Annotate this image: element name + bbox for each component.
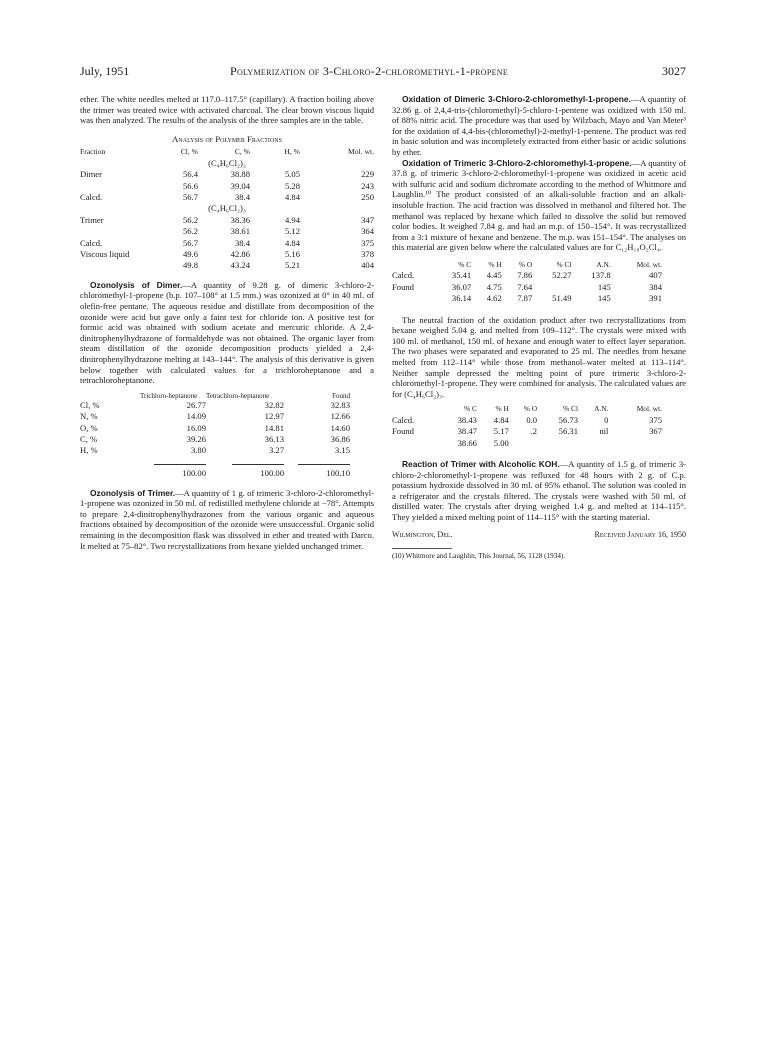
address-line: [392, 530, 686, 542]
polymer-analysis-table: [80, 146, 374, 271]
table-row: [80, 400, 350, 411]
table-cell: 12.97: [264, 411, 284, 422]
table-cell: 229: [361, 169, 374, 180]
table-cell: [509, 438, 537, 449]
table-cell: 5.17: [493, 426, 509, 437]
oxidation-dimer-paragraph: [392, 94, 686, 158]
col-header: [392, 403, 436, 414]
table-row: [80, 192, 374, 203]
table-cell: 39.04: [230, 180, 250, 191]
table-cell: 7.86: [517, 270, 533, 281]
table-row: [80, 215, 374, 226]
col-header: [392, 259, 432, 270]
received-date: Received January 16, 1950: [594, 530, 686, 540]
table-cell: 56.73: [558, 414, 579, 425]
table-cell: 378: [361, 249, 374, 260]
col-header: Found: [332, 391, 350, 400]
table-row: [392, 282, 662, 293]
col-header: % O: [518, 259, 533, 269]
dimer-formula: (C₄H₆Cl₂)₂: [208, 157, 246, 168]
table-cell: 36.86: [330, 434, 350, 444]
institution-location: Wilmington, Del.: [392, 530, 453, 540]
table-cell: 407: [649, 270, 662, 281]
table-row: [80, 169, 374, 180]
table-cell: 49.8: [182, 260, 198, 271]
table-cell: 12.66: [330, 411, 350, 422]
col-header: % Cl: [556, 259, 572, 269]
table-cell: 56.6: [182, 180, 198, 191]
table-cell: 0: [604, 414, 609, 425]
table-cell: 3.80: [190, 445, 206, 456]
table-cell: 14.81: [264, 422, 284, 433]
table-cell: 56.31: [558, 426, 579, 437]
table-cell: 375: [649, 414, 662, 425]
koh-reaction-paragraph: [392, 459, 686, 523]
trimer-formula: (C₄H₆Cl₂)₃: [208, 203, 246, 214]
col-header: C, %: [234, 147, 250, 157]
table-cell: 145: [597, 281, 611, 292]
table-cell: Cl, %: [80, 399, 100, 410]
table-cell: 36.13: [264, 434, 284, 444]
table-cell: 56.7: [182, 192, 198, 202]
col-header: Mol. wt.: [636, 404, 662, 414]
table-cell: [80, 260, 158, 271]
table-row: [80, 260, 374, 271]
table-row: [392, 293, 662, 304]
section-heading: Oxidation of Dimeric 3-Chloro-2-chloromethyl-1-propene.: [402, 94, 631, 104]
table-cell: 35.41: [451, 270, 472, 281]
table-header-row: [392, 259, 662, 270]
paragraph-text: —A quantity of 37.8 g. of trimeric 3-chloro-2-chloromethyl-1-propene was oxidized in acetic acid with sulfuric acid and sodium dichromate according to the method of Whitmore and Laughlin.¹⁰ The product consisted of an alkali-soluble fraction and an alkali-insoluble fraction. The acid fraction was dissolved in methanol and filtered hot. The methanol was replaced by hexane which failed to dissolve the solid but removed color bodies. It weighed 7.84 g. and had an m.p. of 150–154°. It was recrystallized from a 3:1 mixture of hexane and benzene. The m.p. was 151–154°. The analyses on this material are given below where the calculated values are for C₁₂H₁₈O₂Cl₄.: [392, 157, 686, 253]
table-header-row: [392, 403, 662, 414]
table-cell: 391: [649, 293, 662, 304]
table-cell: 347: [361, 214, 374, 225]
table-cell: 38.36: [230, 214, 250, 225]
table-cell: 364: [361, 226, 374, 237]
table-cell: Calcd.: [392, 414, 415, 425]
footnote-rule: [392, 548, 452, 549]
table-cell: 14.09: [186, 411, 206, 422]
table-cell: Dimer: [80, 169, 102, 180]
table-cell: 38.61: [230, 226, 250, 237]
table-cell: 56.4: [182, 169, 198, 180]
table-cell: 5.05: [284, 169, 300, 180]
col-header: Cl, %: [180, 147, 198, 157]
table-cell: 5.00: [493, 437, 509, 448]
table-row: [80, 411, 350, 422]
neutral-fraction-paragraph: The neutral fraction of the oxidation product after two recrystallizations from hexane weighed 5.04 g. and melted from 109–112°. The crystals were mixed with 100 ml. of methanol, 150 ml. of hexane and enough water to effect layer separation. The two phases were separated and evaporated to 25 ml. The needles from hexane melted from 112–114° while those from methanol–water melted at 113–114°. Neither sample depressed the melting point of pure trimeric 3-chloro-2-chloromethyl-1-propene. They were combined for analysis. The calculated values are for (C₄H₆Cl₂)₃.: [392, 314, 686, 399]
table-cell: 7.87: [517, 293, 533, 304]
table-cell: [80, 468, 140, 479]
table-cell: 51.49: [552, 293, 572, 304]
ozonolysis-analysis-table: [80, 392, 350, 480]
table-cell: [578, 438, 608, 449]
table-cell: 7.64: [517, 281, 533, 292]
table-cell: Found: [392, 426, 414, 437]
running-header: [80, 64, 686, 80]
table-cell: [80, 181, 158, 192]
col-header: % C: [458, 259, 472, 269]
page-number: 3027: [662, 64, 686, 78]
table-cell: 137.8: [591, 270, 611, 281]
table-cell: 56.2: [182, 226, 198, 237]
col-header: % C: [464, 404, 477, 414]
table-cell: N, %: [80, 411, 98, 422]
table-cell: 100.10: [326, 468, 350, 479]
table-cell: 4.84: [284, 192, 300, 202]
col-header: H, %: [284, 147, 300, 157]
table-header-row: [80, 146, 374, 157]
table-cell: Trimer: [80, 214, 104, 225]
table-cell: 0.0: [526, 414, 538, 425]
section-heading: Reaction of Trimer with Alcoholic KOH.: [402, 458, 560, 469]
table-cell: 100.00: [182, 468, 206, 479]
table-cell: 4.75: [486, 281, 502, 292]
table-row: [80, 434, 350, 445]
col-header: Fraction: [80, 147, 106, 157]
table-cell: 4.62: [486, 293, 502, 304]
table-row: [392, 415, 662, 426]
left-column: [80, 94, 374, 551]
table-cell: 36.14: [451, 293, 472, 304]
table-row: [80, 181, 374, 192]
col-header: Mol. wt.: [636, 259, 662, 269]
table-cell: 16.09: [186, 422, 206, 433]
table-cell: Calcd.: [80, 192, 103, 202]
table-cell: 404: [361, 260, 374, 271]
table-cell: O, %: [80, 422, 98, 433]
table-row: [392, 270, 662, 281]
table-cell: .2: [530, 426, 538, 437]
col-header: Tetrachloro-heptanone: [206, 391, 270, 400]
table-cell: H, %: [80, 445, 98, 456]
ozonolysis-trimer-paragraph: [80, 488, 374, 552]
rule-line: [154, 464, 206, 465]
col-header: A.N.: [594, 404, 609, 414]
paragraph-text: —A quantity of 32.86 g. of 2,4,4-tris-(chloromethyl)-5-chloro-1-pentene was oxidized with 150 ml. of 88% nitric acid. The procedure was that used by Wilzbach, Mayo and Van Meter³ for the oxidation of 4,4-bis-(chloromethyl)-2-methyl-1-pentene. The product was red in basic solution and was incompletely extracted from either basic or acidic solutions by ether.: [392, 94, 686, 157]
table-cell: 243: [361, 180, 374, 191]
table-cell: [80, 226, 158, 237]
col-header: [80, 392, 140, 400]
section-heading: Ozonolysis of Trimer.: [90, 487, 176, 498]
table-cell: 49.6: [182, 249, 198, 260]
table-cell: Found: [392, 281, 414, 292]
section-heading: Ozonolysis of Dimer.: [90, 279, 183, 290]
paragraph-text: —A quantity of 1 g. of trimeric 3-chloro-2-chloromethyl-1-propene was ozonized in 50 ml. of redistilled methylene chloride at −78°. Attempts to prepare 2,4-dinitrophenylhydrazones from the various organic and aqueous fractions obtained by decomposition of the ozonide were unsuccessful. Organic solid remaining in the decomposition flask was dissolved in ether and treated with Darco. It melted at 75–82°. Two recrystallizations from hexane yielded unchanged trimer.: [80, 487, 374, 551]
table-cell: 56.7: [182, 237, 198, 248]
right-column: [392, 94, 686, 561]
acid-fraction-analysis-table: [392, 259, 662, 305]
table-cell: 32.83: [330, 399, 350, 410]
table-row: [80, 423, 350, 434]
col-header: % H: [495, 404, 509, 414]
polymer-table-caption: Analysis of Polymer Fractions: [172, 133, 282, 144]
table-cell: 100.00: [260, 468, 284, 479]
table-cell: 39.26: [186, 434, 206, 444]
col-header: Mol. wt.: [348, 147, 374, 157]
table-cell: 26.77: [186, 399, 206, 410]
table-cell: [532, 282, 571, 293]
neutral-fraction-analysis-table: [392, 403, 662, 449]
col-header: % O: [523, 404, 538, 414]
table-cell: 367: [649, 426, 662, 437]
total-row: [80, 468, 350, 479]
header-date: July, 1951: [80, 64, 130, 78]
table-cell: C, %: [80, 434, 98, 444]
table-cell: 14.60: [330, 422, 350, 433]
table-row: [392, 438, 662, 449]
header-title: Polymerization of 3-Chloro-2-chloromethyl-1-propene: [230, 64, 509, 78]
table-cell: 36.07: [451, 281, 472, 292]
table-cell: 4.84: [493, 414, 509, 425]
table-cell: 145: [597, 293, 611, 304]
table-row: [80, 249, 374, 260]
table-cell: [392, 293, 432, 304]
table-cell: 5.12: [284, 226, 300, 237]
table-cell: nil: [599, 426, 609, 437]
table-cell: 38.47: [457, 426, 477, 437]
table-cell: 4.84: [284, 237, 300, 248]
col-header: Trichloro-heptanone: [140, 391, 198, 400]
paragraph-text: —A quantity of 9.28 g. of dimeric 3-chloro-2-chloromethyl-1-propene (b.p. 107–108° at 1.5 mm.) was ozonized at 0° in 40 ml. of olefin-free pentane. The aqueous residue and distillate from decomposition of the ozonide were acid but gave only a faint test for chloride ion. A positive test for formic acid was obtained with sodium acetate and mercuric chloride. A 2,4-dinitrophenylhydrazone of formaldehyde was not obtained. The organic layer from steam distillation of the ozonide decomposition products yielded a 2,4-dinitrophenylhydrazone melting at 143–144°. The analysis of this derivative is given below together with calculated values for a trichloroheptanone and a tetrachloroheptanone.: [80, 279, 374, 386]
table-cell: Calcd.: [392, 270, 415, 281]
table-cell: 384: [649, 281, 662, 292]
table-cell: 5.28: [284, 180, 300, 191]
section-heading: Oxidation of Trimeric 3-Chloro-2-chloromethyl-1-propene.: [402, 157, 632, 168]
table-cell: 43.24: [230, 260, 250, 271]
table-cell: 32.82: [264, 399, 284, 410]
table-cell: 52.27: [552, 270, 572, 281]
col-header: A.N.: [596, 259, 611, 269]
table-cell: 3.15: [334, 445, 350, 456]
table-cell: [537, 438, 578, 449]
total-rule-row: [80, 457, 350, 468]
table-cell: [392, 438, 436, 449]
table-row: [80, 238, 374, 249]
col-header: % H: [488, 259, 502, 269]
table-cell: 4.45: [486, 270, 502, 281]
table-cell: 375: [361, 237, 374, 248]
table-cell: 4.94: [284, 214, 300, 225]
footnote: (10) Whitmore and Laughlin, This Journal, 56, 1128 (1934).: [392, 552, 566, 561]
table-cell: 250: [361, 192, 374, 202]
table-cell: 5.16: [284, 249, 300, 260]
table-cell: 56.2: [182, 214, 198, 225]
table-row: [80, 445, 350, 456]
col-header: % Cl: [563, 404, 579, 414]
table-cell: 42.86: [230, 249, 250, 260]
paragraph-text: —A quantity of 1.5 g. of trimeric 3-chloro-2-chloromethyl-1-propene was refluxed for 48 hours with 2 g. of C.p. potassium hydroxide dissolved in 30 ml. of 95% ethanol. The solution was cooled in a refrigerator and the crystals filtered. The crystals were washed with 50 ml. of distilled water. The crystals after drying weighed 1.4 g. and melted at 114–115°. They yielded a mixed melting point of 114–115° with the starting material.: [392, 458, 686, 522]
table-cell: 3.27: [268, 445, 284, 456]
oxidation-trimer-paragraph: [392, 158, 686, 253]
table-cell: 38.88: [230, 169, 250, 180]
table-row: [392, 426, 662, 437]
table-cell: 38.4: [234, 192, 250, 202]
ozonolysis-dimer-paragraph: [80, 280, 374, 386]
table-cell: 5.21: [284, 260, 300, 271]
rule-line: [298, 464, 350, 465]
table-header-row: [80, 392, 350, 400]
table-cell: [608, 438, 662, 449]
table-cell: Viscous liquid: [80, 249, 130, 260]
intro-paragraph: ether. The white needles melted at 117.0–117.5° (capillary). A fraction boiling above the trimer was treated twice with activated charcoal. The clear brown viscous liquid was then analyzed. The results of the analysis of the three samples are in the table.: [80, 94, 374, 126]
table-cell: 38.4: [234, 237, 250, 248]
rule-line: [232, 464, 284, 465]
table-cell: 38.66: [457, 437, 477, 448]
table-cell: Calcd.: [80, 237, 103, 248]
table-row: [80, 226, 374, 237]
table-cell: 38.43: [457, 414, 477, 425]
